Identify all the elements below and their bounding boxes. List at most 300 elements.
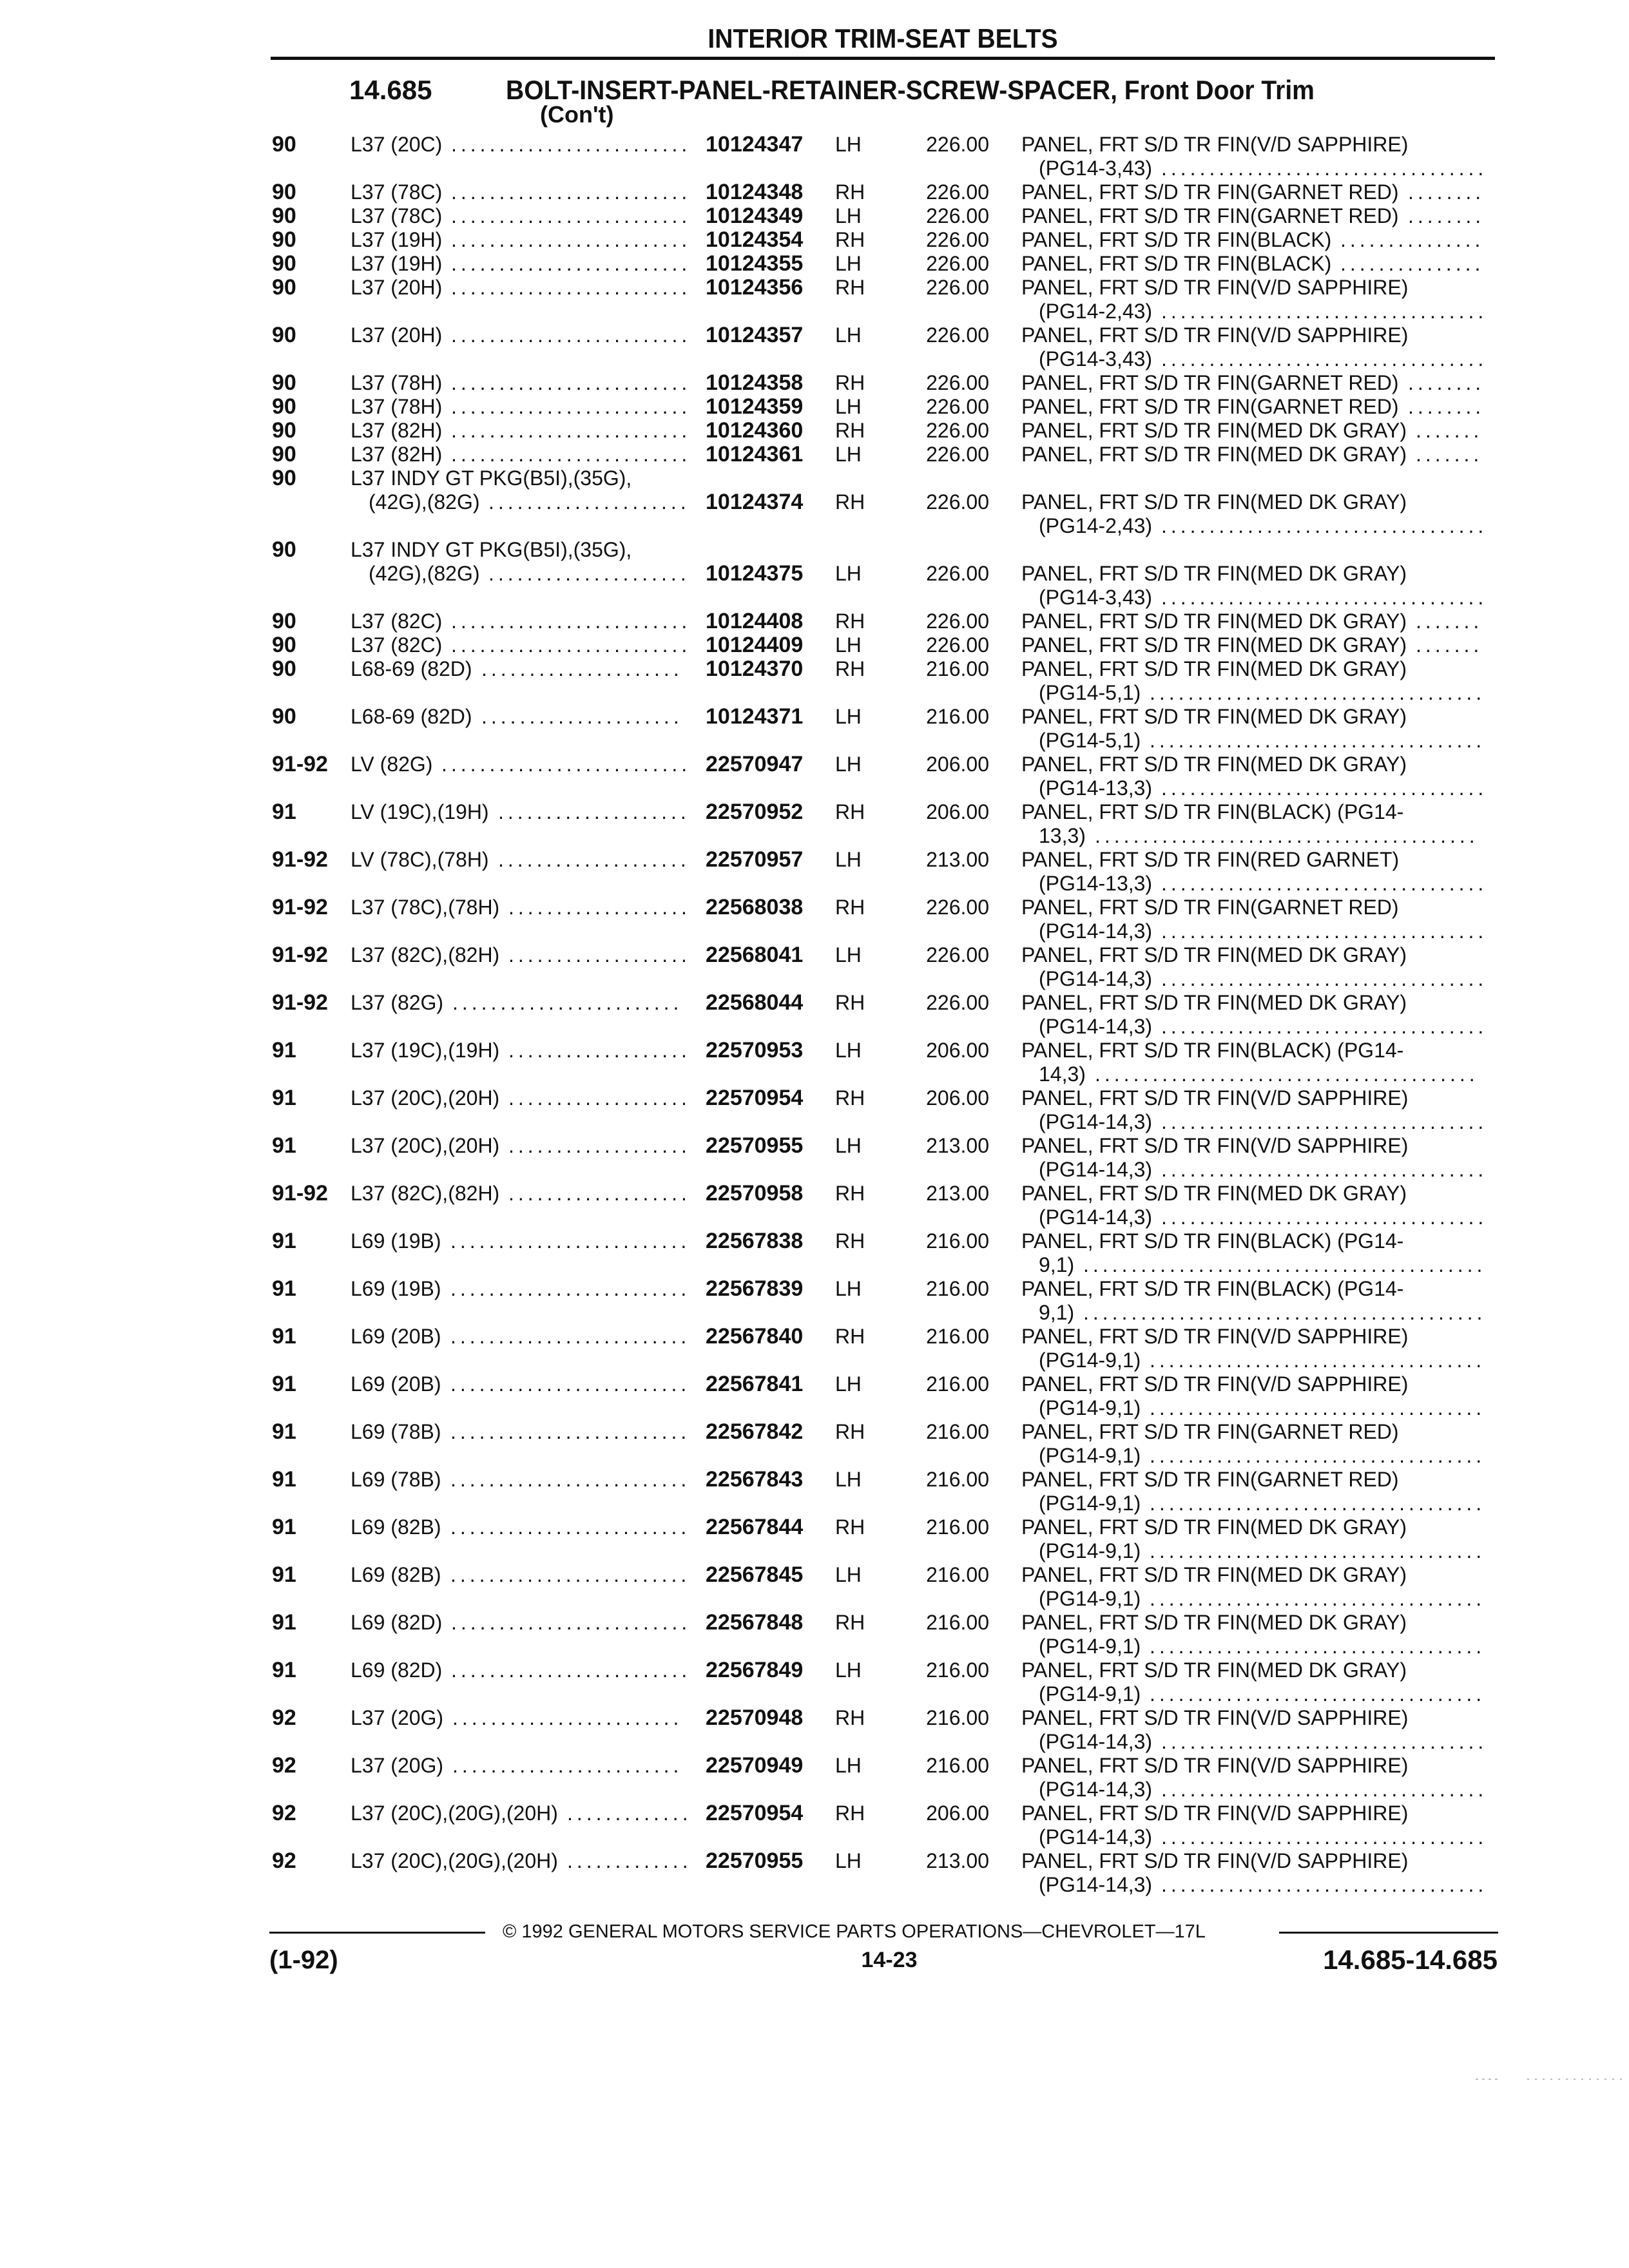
part-number: 10124348 xyxy=(706,180,804,204)
model-year: 91 xyxy=(272,1276,296,1301)
side-indicator: RH xyxy=(835,490,865,514)
dot-leader: ................... xyxy=(508,1086,691,1110)
side-indicator: RH xyxy=(835,1802,865,1825)
part-description-cont: (PG14-13,3) xyxy=(1039,872,1153,895)
dot-leader: ......................... xyxy=(451,1611,691,1634)
part-description: PANEL, FRT S/D TR FIN(V/D SAPPHIRE) xyxy=(1021,1134,1409,1157)
part-description-cont: (PG14-14,3) xyxy=(1039,1206,1153,1229)
price: 213.00 xyxy=(926,1849,989,1872)
dot-leader: ..................... xyxy=(481,657,683,680)
price: 213.00 xyxy=(926,1182,989,1205)
part-description: PANEL, FRT S/D TR FIN(V/D SAPPHIRE) xyxy=(1021,133,1409,156)
dot-leader: ................................... xyxy=(1150,1492,1486,1515)
part-description-cont: (PG14-9,1) xyxy=(1039,1349,1141,1372)
part-number: 10124371 xyxy=(706,704,804,729)
part-description: PANEL, FRT S/D TR FIN(GARNET RED) xyxy=(1021,1420,1399,1443)
dot-leader: ......................... xyxy=(450,1563,691,1586)
dot-leader: ......................... xyxy=(450,1468,691,1491)
side-indicator: RH xyxy=(835,1086,865,1110)
side-indicator: RH xyxy=(835,1229,865,1253)
model-year: 90 xyxy=(272,394,296,419)
dot-leader: ................... xyxy=(508,1039,691,1062)
part-description: PANEL, FRT S/D TR FIN(GARNET RED) xyxy=(1021,180,1399,204)
side-indicator: LH xyxy=(835,1039,862,1062)
model-code: L37 (82C) xyxy=(351,610,443,633)
dot-leader: ..................... xyxy=(481,705,683,728)
part-description-cont: 14,3) xyxy=(1039,1062,1086,1086)
model-year: 90 xyxy=(272,537,296,562)
dot-leader: ........................................ xyxy=(1095,1062,1479,1086)
price: 213.00 xyxy=(926,848,989,871)
price: 216.00 xyxy=(926,657,989,680)
dot-leader: .................................. xyxy=(1161,872,1488,895)
part-description-cont: (PG14-13,3) xyxy=(1039,776,1153,800)
model-year: 90 xyxy=(272,251,296,276)
model-year: 91 xyxy=(272,1515,296,1539)
price: 216.00 xyxy=(926,1372,989,1396)
side-indicator: RH xyxy=(835,1325,865,1348)
part-number: 22570952 xyxy=(706,800,804,824)
part-description: PANEL, FRT S/D TR FIN(MED DK GRAY) xyxy=(1021,610,1407,633)
footer-date: (1-92) xyxy=(269,1946,338,1974)
part-description: PANEL, FRT S/D TR FIN(GARNET RED) xyxy=(1021,395,1399,418)
part-description: PANEL, FRT S/D TR FIN(MED DK GRAY) xyxy=(1021,443,1407,466)
part-number: 10124355 xyxy=(706,251,804,276)
price: 216.00 xyxy=(926,1468,989,1491)
model-code: L37 (78C),(78H) xyxy=(351,896,500,919)
dot-leader: ......................... xyxy=(450,1515,691,1539)
part-description: PANEL, FRT S/D TR FIN(MED DK GRAY) xyxy=(1021,562,1407,585)
model-year: 91 xyxy=(272,1038,296,1062)
part-number: 22570955 xyxy=(706,1133,804,1158)
part-description: PANEL, FRT S/D TR FIN(MED DK GRAY) xyxy=(1021,657,1407,680)
price: 226.00 xyxy=(926,395,989,418)
part-description: PANEL, FRT S/D TR FIN(BLACK) xyxy=(1021,252,1332,275)
part-number: 10124349 xyxy=(706,204,804,228)
model-year: 91-92 xyxy=(272,990,328,1015)
dot-leader: ........ xyxy=(1408,395,1485,418)
model-year: 90 xyxy=(272,466,296,490)
part-number: 10124347 xyxy=(706,132,804,157)
part-description: PANEL, FRT S/D TR FIN(GARNET RED) xyxy=(1021,204,1399,227)
model-code: LV (82G) xyxy=(351,753,433,776)
model-code-cont: (42G),(82G) xyxy=(369,562,480,585)
model-year: 90 xyxy=(272,204,296,228)
part-number: 10124360 xyxy=(706,418,804,443)
dot-leader: ............... xyxy=(1340,228,1485,251)
part-description-cont: (PG14-9,1) xyxy=(1039,1444,1141,1467)
dot-leader: ......................... xyxy=(451,323,691,347)
price: 226.00 xyxy=(926,133,989,156)
price: 216.00 xyxy=(926,1754,989,1777)
model-year: 91-92 xyxy=(272,943,328,967)
model-year: 91-92 xyxy=(272,752,328,776)
part-description-cont: 13,3) xyxy=(1039,824,1086,847)
model-year: 91 xyxy=(272,1229,296,1253)
section-continued-label: (Con't) xyxy=(540,101,614,128)
price: 206.00 xyxy=(926,1039,989,1062)
part-description: PANEL, FRT S/D TR FIN(V/D SAPPHIRE) xyxy=(1021,1802,1409,1825)
dot-leader: .................................. xyxy=(1161,1110,1488,1133)
dot-leader: ................... xyxy=(508,896,691,919)
model-code: L69 (78B) xyxy=(351,1468,441,1491)
model-code: L68-69 (82D) xyxy=(351,705,472,728)
price: 226.00 xyxy=(926,276,989,299)
part-description: PANEL, FRT S/D TR FIN(MED DK GRAY) xyxy=(1021,1182,1407,1205)
part-number: 22567844 xyxy=(706,1515,804,1539)
part-description: PANEL, FRT S/D TR FIN(BLACK) (PG14- xyxy=(1021,1229,1404,1253)
part-number: 22570958 xyxy=(706,1181,804,1206)
price: 226.00 xyxy=(926,228,989,251)
dot-leader: ....... xyxy=(1416,633,1483,657)
part-description-cont: (PG14-14,3) xyxy=(1039,1730,1153,1753)
model-year: 91-92 xyxy=(272,1181,328,1206)
part-number: 22570957 xyxy=(706,847,804,872)
part-number: 22568038 xyxy=(706,895,804,919)
dot-leader: ......................... xyxy=(451,633,691,657)
part-number: 10124361 xyxy=(706,442,804,466)
model-year: 90 xyxy=(272,442,296,466)
model-year: 90 xyxy=(272,704,296,729)
dot-leader: .................................. xyxy=(1161,300,1488,323)
model-year: 91 xyxy=(272,1658,296,1682)
side-indicator: LH xyxy=(835,133,862,156)
part-description-cont: (PG14-14,3) xyxy=(1039,1825,1153,1849)
price: 226.00 xyxy=(926,323,989,347)
dot-leader: ............. xyxy=(567,1849,692,1872)
price: 216.00 xyxy=(926,1325,989,1348)
side-indicator: RH xyxy=(835,1611,865,1634)
part-number: 22567845 xyxy=(706,1562,804,1587)
model-year: 90 xyxy=(272,132,296,157)
part-description-cont: (PG14-3,43) xyxy=(1039,586,1153,609)
side-indicator: LH xyxy=(835,252,862,275)
model-code: L37 INDY GT PKG(B5I),(35G), xyxy=(351,538,632,561)
part-description: PANEL, FRT S/D TR FIN(MED DK GRAY) xyxy=(1021,633,1407,657)
part-number: 10124358 xyxy=(706,370,804,395)
part-number: 22570947 xyxy=(706,752,804,776)
model-code: L69 (82D) xyxy=(351,1658,443,1682)
dot-leader: ....... xyxy=(1416,610,1483,633)
part-description: PANEL, FRT S/D TR FIN(GARNET RED) xyxy=(1021,896,1399,919)
model-code: L69 (82B) xyxy=(351,1563,441,1586)
side-indicator: RH xyxy=(835,419,865,442)
model-code: L69 (20B) xyxy=(351,1372,441,1396)
dot-leader: ........................ xyxy=(452,1754,683,1777)
side-indicator: RH xyxy=(835,610,865,633)
model-year: 91-92 xyxy=(272,847,328,872)
footer-section-range: 14.685-14.685 xyxy=(1323,1945,1498,1975)
model-code: L37 (19H) xyxy=(351,228,443,251)
part-description: PANEL, FRT S/D TR FIN(V/D SAPPHIRE) xyxy=(1021,1706,1409,1729)
model-code: L37 (20G) xyxy=(351,1754,444,1777)
dot-leader: ................................... xyxy=(1150,1587,1486,1610)
part-description-cont: (PG14-9,1) xyxy=(1039,1682,1141,1706)
dot-leader: ........ xyxy=(1408,204,1485,227)
side-indicator: RH xyxy=(835,371,865,394)
dot-leader: ................................... xyxy=(1150,1444,1486,1467)
dot-leader: ........................ xyxy=(452,991,683,1014)
price: 213.00 xyxy=(926,1134,989,1157)
side-indicator: LH xyxy=(835,633,862,657)
part-description: PANEL, FRT S/D TR FIN(MED DK GRAY) xyxy=(1021,1658,1407,1682)
part-description: PANEL, FRT S/D TR FIN(MED DK GRAY) xyxy=(1021,419,1407,442)
part-description: PANEL, FRT S/D TR FIN(MED DK GRAY) xyxy=(1021,1563,1407,1586)
part-description: PANEL, FRT S/D TR FIN(V/D SAPPHIRE) xyxy=(1021,276,1409,299)
model-code: L69 (19B) xyxy=(351,1277,441,1300)
part-description-cont: (PG14-14,3) xyxy=(1039,919,1153,943)
part-number: 22570954 xyxy=(706,1801,804,1825)
dot-leader: ................................... xyxy=(1150,681,1486,704)
model-year: 91 xyxy=(272,1467,296,1492)
dot-leader: ................... xyxy=(508,1134,691,1157)
model-year: 90 xyxy=(272,633,296,657)
dot-leader: .................................. xyxy=(1161,347,1488,370)
dot-leader: .................................. xyxy=(1161,1158,1488,1181)
page-title: INTERIOR TRIM-SEAT BELTS xyxy=(708,23,1058,53)
price: 226.00 xyxy=(926,562,989,585)
dot-leader: ......................... xyxy=(451,371,691,394)
model-code: L37 (20G) xyxy=(351,1706,444,1729)
model-year: 90 xyxy=(272,275,296,300)
part-number: 22568041 xyxy=(706,943,804,967)
dot-leader: ................................... xyxy=(1150,1682,1486,1706)
model-code: L68-69 (82D) xyxy=(351,657,472,680)
dot-leader: .................................. xyxy=(1161,1873,1488,1896)
dot-leader: ......................... xyxy=(451,252,691,275)
footer-copyright: © 1992 GENERAL MOTORS SERVICE PARTS OPERATIONS—CHEVROLET—17L xyxy=(503,1921,1206,1942)
model-year: 91-92 xyxy=(272,895,328,919)
price: 226.00 xyxy=(926,252,989,275)
dot-leader: ......................... xyxy=(451,133,691,156)
side-indicator: RH xyxy=(835,991,865,1014)
part-description-cont: (PG14-14,3) xyxy=(1039,1158,1153,1181)
price: 216.00 xyxy=(926,1420,989,1443)
part-description: PANEL, FRT S/D TR FIN(GARNET RED) xyxy=(1021,1468,1399,1491)
model-code: L37 (20H) xyxy=(351,323,443,347)
side-indicator: RH xyxy=(835,1420,865,1443)
dot-leader: .................................. xyxy=(1161,1778,1488,1801)
model-year: 92 xyxy=(272,1849,296,1873)
dot-leader: ......................... xyxy=(451,419,691,442)
part-description-cont: 9,1) xyxy=(1039,1301,1075,1324)
dot-leader: ........................................ xyxy=(1095,824,1479,847)
part-description: PANEL, FRT S/D TR FIN(MED DK GRAY) xyxy=(1021,753,1407,776)
price: 206.00 xyxy=(926,1802,989,1825)
price: 226.00 xyxy=(926,991,989,1014)
part-number: 22567838 xyxy=(706,1229,804,1253)
price: 216.00 xyxy=(926,1515,989,1539)
dot-leader: .................................. xyxy=(1161,1206,1488,1229)
part-description-cont: (PG14-14,3) xyxy=(1039,1015,1153,1038)
side-indicator: RH xyxy=(835,896,865,919)
dot-leader: ........ xyxy=(1408,180,1485,204)
dot-leader: ....... xyxy=(1416,419,1483,442)
price: 206.00 xyxy=(926,1086,989,1110)
dot-leader: .................................. xyxy=(1161,1730,1488,1753)
dot-leader: ......................... xyxy=(451,443,691,466)
dot-leader: ......................... xyxy=(450,1277,691,1300)
model-code: L37 (20C),(20H) xyxy=(351,1134,500,1157)
price: 216.00 xyxy=(926,1563,989,1586)
model-code: L37 (82C) xyxy=(351,633,443,657)
model-year: 91 xyxy=(272,1562,296,1587)
model-code: L37 (20C) xyxy=(351,133,443,156)
dot-leader: .................................. xyxy=(1161,586,1488,609)
scan-artifact-marks xyxy=(1476,2078,1624,2081)
model-code: L69 (82D) xyxy=(351,1611,443,1634)
model-code: LV (19C),(19H) xyxy=(351,800,489,823)
model-code: L69 (20B) xyxy=(351,1325,441,1348)
part-description: PANEL, FRT S/D TR FIN(BLACK) (PG14- xyxy=(1021,1277,1404,1300)
price: 216.00 xyxy=(926,1658,989,1682)
model-code: LV (78C),(78H) xyxy=(351,848,489,871)
section-number: 14.685 xyxy=(349,75,432,105)
model-code: L37 (82H) xyxy=(351,443,443,466)
part-number: 10124357 xyxy=(706,323,804,347)
model-year: 91 xyxy=(272,1419,296,1444)
model-year: 90 xyxy=(272,370,296,395)
side-indicator: LH xyxy=(835,848,862,871)
part-number: 22570949 xyxy=(706,1753,804,1778)
part-description-cont: (PG14-5,1) xyxy=(1039,681,1141,704)
part-description: PANEL, FRT S/D TR FIN(BLACK) xyxy=(1021,228,1332,251)
part-number: 10124409 xyxy=(706,633,804,657)
part-description: PANEL, FRT S/D TR FIN(V/D SAPPHIRE) xyxy=(1021,1325,1409,1348)
side-indicator: LH xyxy=(835,1849,862,1872)
part-number: 22567848 xyxy=(706,1610,804,1635)
dot-leader: ......................... xyxy=(451,395,691,418)
part-description-cont: (PG14-5,1) xyxy=(1039,729,1141,752)
part-description-cont: (PG14-2,43) xyxy=(1039,300,1153,323)
dot-leader: ................................... xyxy=(1150,729,1486,752)
price: 206.00 xyxy=(926,800,989,823)
model-year: 91 xyxy=(272,1133,296,1158)
part-description: PANEL, FRT S/D TR FIN(MED DK GRAY) xyxy=(1021,991,1407,1014)
side-indicator: RH xyxy=(835,1515,865,1539)
dot-leader: ................................... xyxy=(1150,1349,1486,1372)
part-number: 22567840 xyxy=(706,1324,804,1349)
part-description: PANEL, FRT S/D TR FIN(V/D SAPPHIRE) xyxy=(1021,323,1409,347)
model-year: 91 xyxy=(272,1324,296,1349)
model-code: L37 (82C),(82H) xyxy=(351,1182,500,1205)
part-description: PANEL, FRT S/D TR FIN(MED DK GRAY) xyxy=(1021,705,1407,728)
part-description: PANEL, FRT S/D TR FIN(BLACK) (PG14- xyxy=(1021,800,1404,823)
model-code: L37 (78H) xyxy=(351,371,443,394)
side-indicator: LH xyxy=(835,1658,862,1682)
model-year: 91 xyxy=(272,1610,296,1635)
price: 226.00 xyxy=(926,180,989,204)
side-indicator: LH xyxy=(835,1134,862,1157)
model-year: 91 xyxy=(272,1086,296,1110)
price: 216.00 xyxy=(926,705,989,728)
part-number: 10124354 xyxy=(706,227,804,252)
price: 226.00 xyxy=(926,371,989,394)
side-indicator: RH xyxy=(835,657,865,680)
model-code: L69 (78B) xyxy=(351,1420,441,1443)
price: 206.00 xyxy=(926,753,989,776)
part-number: 10124370 xyxy=(706,657,804,681)
side-indicator: LH xyxy=(835,443,862,466)
dot-leader: .................................. xyxy=(1161,1825,1488,1849)
side-indicator: RH xyxy=(835,228,865,251)
dot-leader: ..................... xyxy=(488,562,690,585)
dot-leader: ......................... xyxy=(451,276,691,299)
side-indicator: LH xyxy=(835,1372,862,1396)
part-number: 10124374 xyxy=(706,490,804,514)
model-year: 90 xyxy=(272,418,296,443)
side-indicator: LH xyxy=(835,1468,862,1491)
side-indicator: LH xyxy=(835,753,862,776)
footer-page-number: 14-23 xyxy=(861,1948,918,1972)
dot-leader: ......................... xyxy=(451,204,691,227)
part-description-cont: 9,1) xyxy=(1039,1253,1075,1276)
dot-leader: .................................. xyxy=(1161,514,1488,537)
side-indicator: RH xyxy=(835,1182,865,1205)
model-year: 90 xyxy=(272,323,296,347)
model-code: L37 (82H) xyxy=(351,419,443,442)
model-code: L37 (78C) xyxy=(351,204,443,227)
model-year: 90 xyxy=(272,657,296,681)
part-number: 22570948 xyxy=(706,1706,804,1730)
dot-leader: .................................. xyxy=(1161,157,1488,180)
part-description: PANEL, FRT S/D TR FIN(MED DK GRAY) xyxy=(1021,1611,1407,1634)
part-description-cont: (PG14-9,1) xyxy=(1039,1396,1141,1419)
dot-leader: .................... xyxy=(498,848,690,871)
part-description-cont: (PG14-9,1) xyxy=(1039,1492,1141,1515)
dot-leader: .................................. xyxy=(1161,776,1488,800)
model-code: L37 (20C),(20H) xyxy=(351,1086,500,1110)
dot-leader: ................................... xyxy=(1150,1635,1486,1658)
side-indicator: LH xyxy=(835,395,862,418)
price: 226.00 xyxy=(926,943,989,966)
side-indicator: LH xyxy=(835,1277,862,1300)
part-description: PANEL, FRT S/D TR FIN(MED DK GRAY) xyxy=(1021,1515,1407,1539)
dot-leader: ......................... xyxy=(451,228,691,251)
model-code: L37 (19C),(19H) xyxy=(351,1039,500,1062)
model-year: 92 xyxy=(272,1801,296,1825)
part-description-cont: (PG14-14,3) xyxy=(1039,967,1153,990)
dot-leader: ................................... xyxy=(1150,1539,1486,1562)
section-title: BOLT-INSERT-PANEL-RETAINER-SCREW-SPACER, Front Door Trim xyxy=(506,75,1315,105)
model-code: L37 (19H) xyxy=(351,252,443,275)
price: 216.00 xyxy=(926,1277,989,1300)
model-code: L69 (19B) xyxy=(351,1229,441,1253)
model-code: L69 (82B) xyxy=(351,1515,441,1539)
price: 226.00 xyxy=(926,896,989,919)
dot-leader: .................................. xyxy=(1161,967,1488,990)
model-year: 91 xyxy=(272,1372,296,1396)
part-description-cont: (PG14-3,43) xyxy=(1039,347,1153,370)
part-description: PANEL, FRT S/D TR FIN(V/D SAPPHIRE) xyxy=(1021,1372,1409,1396)
footer-rule-right xyxy=(1279,1932,1498,1934)
model-code: L37 INDY GT PKG(B5I),(35G), xyxy=(351,466,632,490)
part-number: 22570954 xyxy=(706,1086,804,1110)
dot-leader: ........ xyxy=(1408,371,1485,394)
price: 226.00 xyxy=(926,610,989,633)
part-description-cont: (PG14-3,43) xyxy=(1039,157,1153,180)
part-description-cont: (PG14-9,1) xyxy=(1039,1587,1141,1610)
model-code: L37 (82C),(82H) xyxy=(351,943,500,966)
part-number: 22568044 xyxy=(706,990,804,1015)
model-year: 92 xyxy=(272,1753,296,1778)
model-year: 91 xyxy=(272,800,296,824)
part-number: 22567843 xyxy=(706,1467,804,1492)
model-year: 90 xyxy=(272,609,296,633)
part-number: 10124356 xyxy=(706,275,804,300)
dot-leader: ......................... xyxy=(451,180,691,204)
dot-leader: ..................... xyxy=(488,490,690,514)
